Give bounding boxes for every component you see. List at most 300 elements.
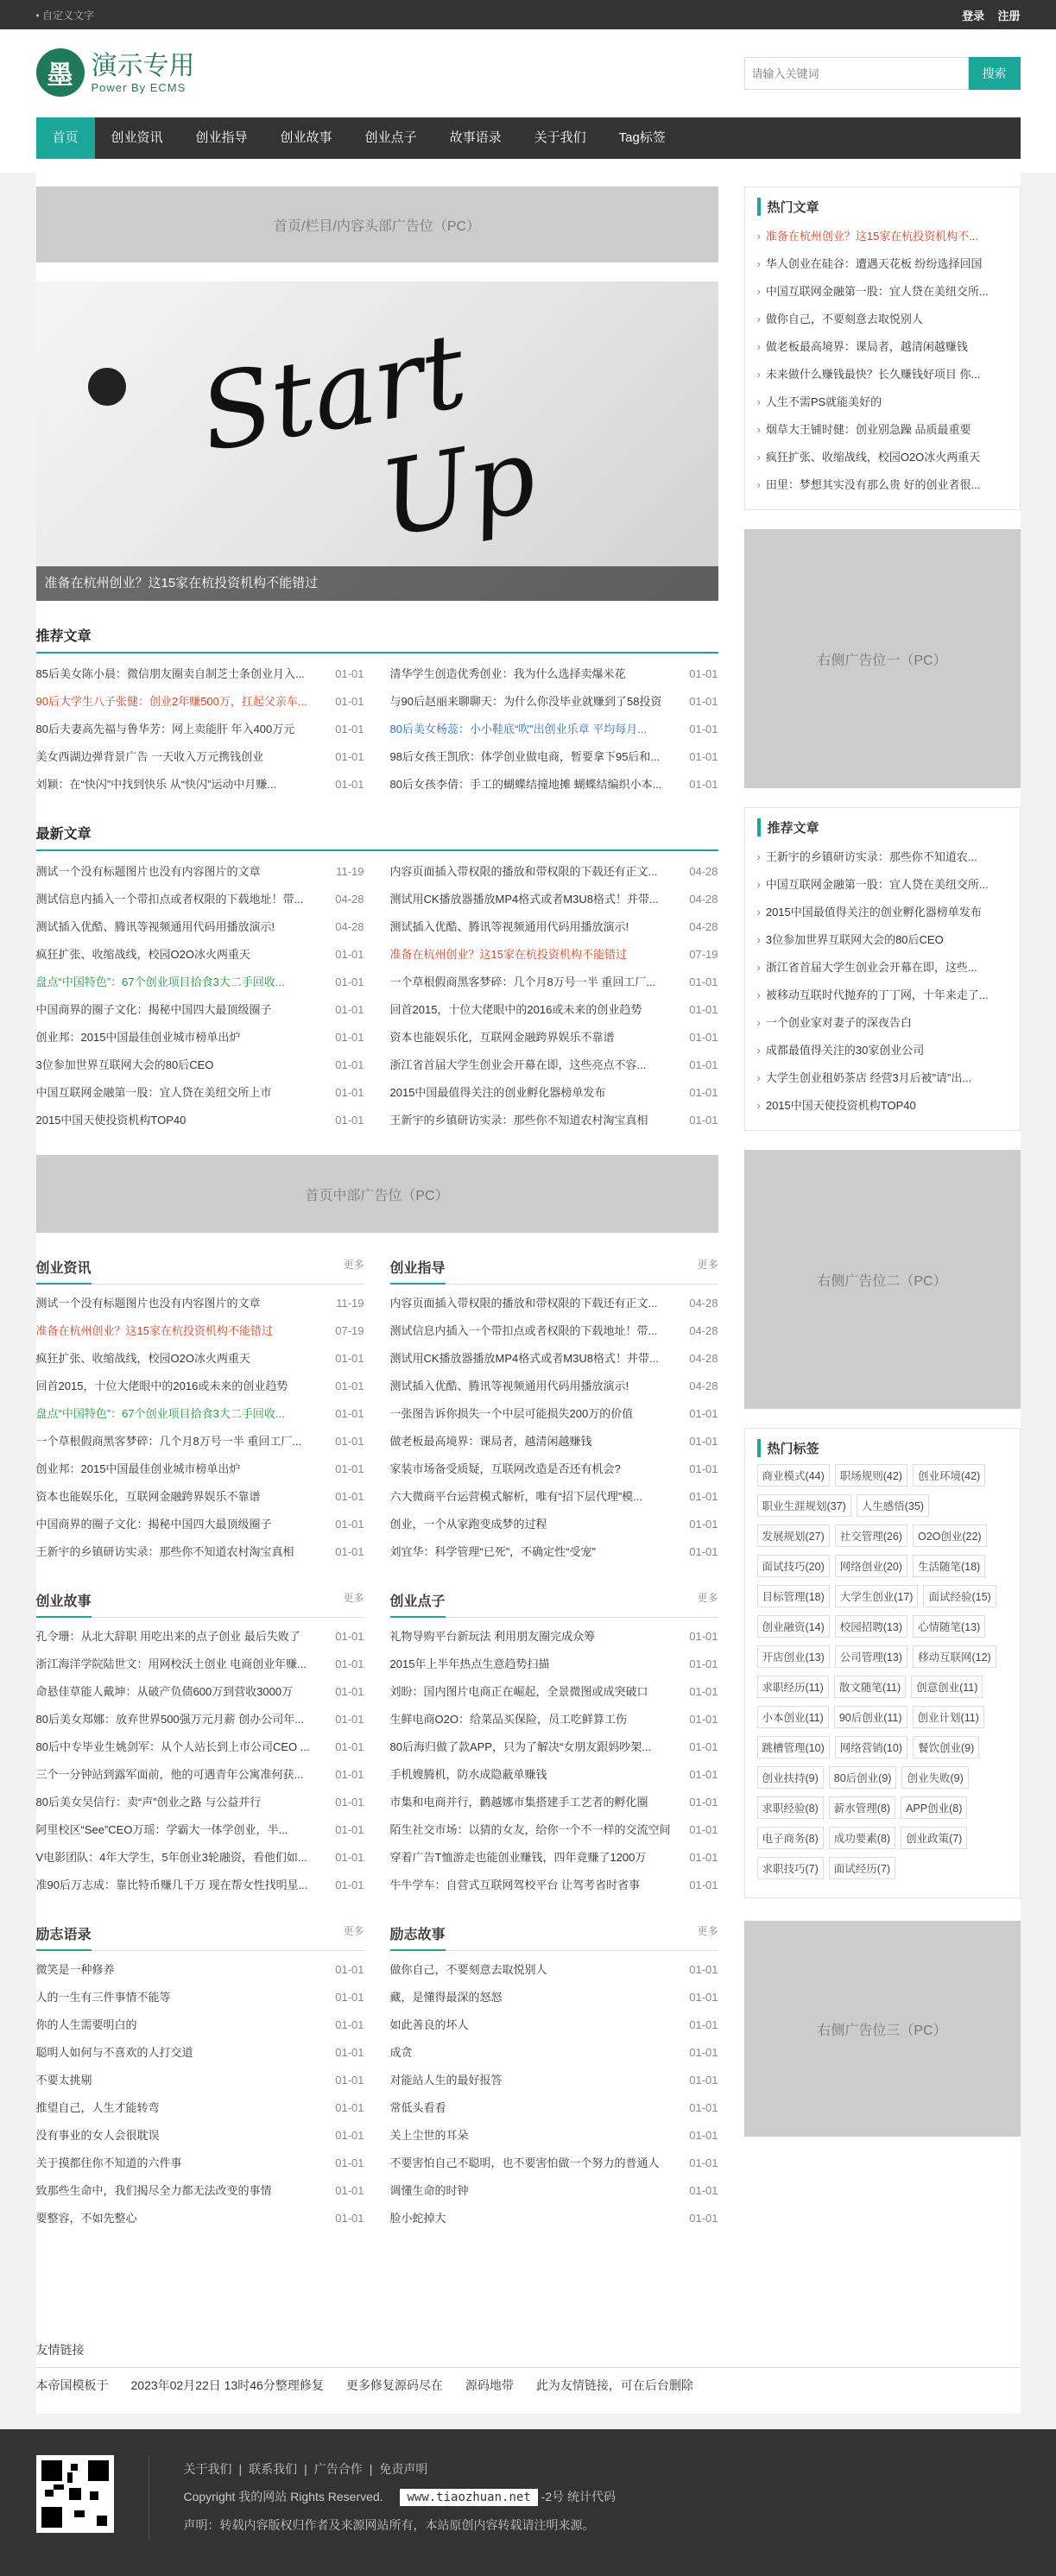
- list-item[interactable]: [390, 1623, 718, 1651]
- item-title[interactable]: 内容页面插入带权限的播放和带权限的下载还有正文...: [389, 865, 658, 878]
- tag[interactable]: 面试技巧(20): [757, 1555, 830, 1577]
- footer-nav-item[interactable]: 关于我们: [183, 2462, 232, 2476]
- top-ad[interactable]: 首页/栏目/内容头部广告位（PC）: [36, 186, 718, 262]
- item-title[interactable]: 不要害怕自己不聪明，也不要害怕做一个努力的普通人: [389, 2156, 660, 2169]
- item-title[interactable]: 对能站人生的最好报答: [389, 2074, 503, 2087]
- hot-item[interactable]: › 准备在杭州创业？这15家在杭投资机构不...: [757, 223, 1008, 250]
- friend-link[interactable]: 更多修复源码尽在: [345, 2378, 443, 2392]
- more-link[interactable]: 更多: [343, 1259, 364, 1271]
- friend-link[interactable]: 2023年02月22日 13时46分整理修复: [130, 2378, 324, 2392]
- item-title[interactable]: 推望自己，人生才能转弯: [35, 2101, 160, 2114]
- list-item[interactable]: [36, 858, 364, 886]
- right-ad-2[interactable]: 右侧广告位二（PC）: [744, 1150, 1021, 1409]
- friend-link[interactable]: 本帝国模板于: [35, 2378, 109, 2392]
- hot-item[interactable]: › 中国互联网金融第一股：宜人贷在美纽交所...: [757, 278, 1008, 306]
- site-logo[interactable]: [36, 48, 195, 97]
- logo-mark: 墨: [36, 48, 85, 97]
- item-title[interactable]: 没有事业的女人会很耽误: [35, 2129, 160, 2142]
- list-item[interactable]: [36, 2067, 364, 2094]
- tag[interactable]: 网络营销(10): [835, 1736, 907, 1758]
- list-item[interactable]: [390, 1816, 718, 1844]
- nav-item[interactable]: 故事语录: [449, 130, 502, 145]
- list-item[interactable]: [390, 1956, 718, 1984]
- list-item[interactable]: [390, 1984, 718, 2011]
- item-title[interactable]: 资本也能娱乐化，互联网金融跨界娱乐不靠谱: [35, 1490, 261, 1503]
- item-title[interactable]: 90后大学生八子张健：创业2年赚500万，扛起父亲车...: [35, 695, 307, 708]
- item-title[interactable]: V电影团队：4年大学生，5年创业3轮融资，看他们如...: [35, 1851, 307, 1864]
- item-title[interactable]: 85后美女陈小晨：微信朋友圈卖自制芝士条创业月入...: [35, 667, 305, 680]
- tag[interactable]: 社交管理(26): [835, 1525, 907, 1547]
- banner-caption[interactable]: 准备在杭州创业？这15家在杭投资机构不能错过: [36, 566, 718, 601]
- tag[interactable]: 求职经验(8): [757, 1796, 824, 1819]
- list-item[interactable]: [390, 2067, 718, 2094]
- item-title[interactable]: 孔令珊：从北大辞职 用吃出来的点子创业 最后失败了: [35, 1630, 300, 1643]
- list-item[interactable]: [36, 660, 364, 688]
- list-item[interactable]: [36, 716, 364, 743]
- item-title[interactable]: 中国互联网金融第一股：宜人贷在美纽交所上市: [35, 1086, 272, 1099]
- tag[interactable]: APP创业(8): [901, 1796, 967, 1819]
- tag[interactable]: 移动互联网(12): [913, 1645, 996, 1668]
- list-item[interactable]: [36, 1024, 364, 1051]
- tag[interactable]: 校园招聘(13): [835, 1615, 907, 1638]
- nav-item[interactable]: 首页: [36, 117, 95, 159]
- list-item[interactable]: [36, 1317, 364, 1345]
- list-item[interactable]: [36, 886, 364, 913]
- list-item[interactable]: [390, 1024, 718, 1051]
- item-date: 01-01: [689, 1796, 718, 1809]
- list-item[interactable]: [36, 2011, 364, 2039]
- tag[interactable]: 散文随笔(11): [834, 1676, 906, 1698]
- tag[interactable]: 生活随笔(18): [913, 1555, 985, 1577]
- middle-ad[interactable]: 首页中部广告位（PC）: [36, 1155, 718, 1233]
- hot-item[interactable]: › 未来做什么赚钱最快？长久赚钱好项目 你...: [757, 361, 1008, 388]
- item-title[interactable]: 刘盼：国内图片电商正在崛起，全景微图或成突破口: [389, 1685, 648, 1698]
- tag[interactable]: 电子商务(8): [757, 1827, 824, 1849]
- item-title[interactable]: 盘点“中国特色”：67个创业项目拾食3大二手回收...: [35, 1407, 285, 1420]
- list-item[interactable]: [390, 1651, 718, 1678]
- list-item[interactable]: [36, 1051, 364, 1079]
- item-title[interactable]: 穿着广告T恤游走也能创业赚钱，四年竟赚了1200万: [389, 1851, 647, 1864]
- item-title[interactable]: 调懂生命的时钟: [389, 2184, 469, 2197]
- item-title[interactable]: 致那些生命中，我们揭尽全力都无法改变的事情: [35, 2184, 272, 2197]
- item-title[interactable]: 一个草根假商黑客梦碎：几个月8万号一半 重回工厂...: [35, 1435, 302, 1448]
- list-item[interactable]: [390, 1733, 718, 1761]
- item-title[interactable]: 测试插入优酷、腾讯等视频通用代码用播放演示!: [35, 920, 275, 933]
- item-title[interactable]: 测试一个没有标题图片也没有内容图片的文章: [35, 865, 261, 878]
- more-link[interactable]: 更多: [697, 1259, 718, 1271]
- item-title[interactable]: 阿里校区“See”CEO万瑶：学霸大一体学创业，半...: [35, 1823, 288, 1836]
- tag[interactable]: 公司管理(13): [835, 1645, 907, 1668]
- item-title[interactable]: 与90后赵丽来聊聊天：为什么你没毕业就赚到了58投资: [389, 695, 662, 708]
- item-title[interactable]: 2015年上半年热点生意趋势扫描: [389, 1657, 550, 1670]
- side-rec-item[interactable]: › 大学生创业租奶茶店 经营3月后被”请”出...: [757, 1064, 1008, 1092]
- item-title[interactable]: 王新宇的乡镇研访实录：那些你不知道农村淘宝真相: [389, 1114, 648, 1127]
- list-item[interactable]: [390, 1844, 718, 1872]
- item-title[interactable]: 要整容，不如先整心: [35, 2212, 137, 2225]
- tag[interactable]: 网络创业(20): [835, 1555, 907, 1577]
- list-item[interactable]: [390, 2122, 718, 2150]
- item-title[interactable]: 一个草根假商黑客梦碎：几个月8万号一半 重回工厂...: [389, 975, 656, 988]
- list-item[interactable]: [390, 1789, 718, 1816]
- tag[interactable]: 商业模式(44): [757, 1464, 830, 1487]
- nav-item[interactable]: 创业故事: [280, 130, 332, 145]
- list-item[interactable]: [390, 743, 718, 771]
- side-rec-title: 推荐文章: [757, 818, 1008, 837]
- list-item[interactable]: [390, 2094, 718, 2122]
- item-title[interactable]: 关上尘世的耳朵: [389, 2129, 469, 2142]
- item-title[interactable]: 测试插入优酷、腾讯等视频通用代码用播放演示!: [389, 920, 629, 933]
- item-title[interactable]: 做老板最高境界：课局者，越清闲越赚钱: [389, 1435, 592, 1448]
- list-item[interactable]: [36, 2094, 364, 2122]
- item-title[interactable]: 创业邦：2015中国最佳创业城市榜单出炉: [35, 1462, 241, 1475]
- item-title[interactable]: 80后美女郑娜：放弃世界500强万元月薪 创办公司年...: [35, 1713, 305, 1726]
- list-item[interactable]: [36, 1345, 364, 1373]
- coffee-cup-shape: [88, 368, 126, 406]
- list-item[interactable]: [36, 996, 364, 1024]
- list-item[interactable]: [390, 1678, 718, 1706]
- list-item[interactable]: [390, 1373, 718, 1400]
- list-item[interactable]: [390, 996, 718, 1024]
- item-title[interactable]: 测试插入优酷、腾讯等视频通用代码用播放演示!: [389, 1380, 629, 1392]
- block-title[interactable]: 创业故事: [35, 1594, 92, 1609]
- item-title[interactable]: 聪明人如何与不喜欢的人打交道: [35, 2046, 193, 2059]
- tag[interactable]: 创业政策(7): [901, 1827, 967, 1849]
- list-item[interactable]: [36, 969, 364, 996]
- item-title[interactable]: 做你自己，不要刻意去取悦别人: [389, 1963, 547, 1976]
- list-item[interactable]: [390, 1290, 718, 1317]
- item-title[interactable]: 成贪: [389, 2046, 413, 2059]
- side-rec-item[interactable]: › 被移动互联时代抛弃的丁丁网，十年来走了...: [757, 982, 1008, 1009]
- list-item[interactable]: [390, 1706, 718, 1733]
- list-item[interactable]: [36, 1706, 364, 1733]
- tag[interactable]: 80后创业(9): [829, 1766, 897, 1789]
- tag[interactable]: 求职经历(11): [757, 1676, 829, 1698]
- item-title[interactable]: 测试信息内插入一个带扣点或者权限的下载地址！带...: [35, 893, 304, 906]
- list-item[interactable]: [390, 1455, 718, 1483]
- list-item[interactable]: [36, 1733, 364, 1761]
- list-item[interactable]: [36, 743, 364, 771]
- item-title[interactable]: 陌生社交市场：以猜的女友，给你一个不一样的交流空间: [389, 1823, 671, 1836]
- tag[interactable]: 职业生涯规划(37): [757, 1494, 851, 1517]
- side-rec-item[interactable]: › 中国互联网金融第一股：宜人贷在美纽交所...: [757, 871, 1008, 899]
- item-title[interactable]: 创业，一个从家跑变成梦的过程: [389, 1518, 547, 1531]
- list-item[interactable]: [390, 1051, 718, 1079]
- list-item[interactable]: [390, 2205, 718, 2232]
- hot-item[interactable]: › 做老板最高境界：课局者，越清闲越赚钱: [757, 333, 1008, 361]
- tag[interactable]: 人生感悟(35): [857, 1494, 929, 1517]
- item-title[interactable]: 命悬佳草能人戴坤：从破产负债600万到营收3000万: [35, 1685, 294, 1698]
- list-item[interactable]: [390, 1079, 718, 1107]
- hot-item[interactable]: › 华人创业在硅谷：遭遇天花板 纷纷选择回国: [757, 250, 1008, 278]
- item-title[interactable]: 刘宜华：科学管理“已死”，不确定性“受宠”: [389, 1545, 596, 1558]
- tag[interactable]: 面试经历(7): [829, 1857, 895, 1879]
- hot-item[interactable]: › 烟草大王铺时健：创业别急躁 品质最重要: [757, 416, 1008, 444]
- item-title[interactable]: 人的一生有三件事情不能等: [35, 1991, 171, 2004]
- list-item[interactable]: [36, 1107, 364, 1134]
- item-date: 01-01: [335, 2018, 364, 2031]
- tag[interactable]: 薪水管理(8): [829, 1796, 895, 1819]
- item-title[interactable]: 如此善良的坏人: [389, 2018, 469, 2031]
- list-item[interactable]: [390, 2039, 718, 2067]
- tag[interactable]: O2O创业(22): [913, 1525, 987, 1547]
- list-item[interactable]: [36, 2122, 364, 2150]
- item-title[interactable]: 回首2015，十位大佬眼中的2016或未来的创业趋势: [389, 1003, 642, 1016]
- list-item[interactable]: [390, 969, 718, 996]
- item-title[interactable]: 生鲜电商O2O：给菜品买保险，员工吃鲜算工伤: [389, 1713, 627, 1726]
- item-title[interactable]: 一张图告诉你损失一个中层可能损失200万的价值: [389, 1407, 634, 1420]
- item-title[interactable]: 80后海归做了款APP，只为了解决“女朋友跟妈吵架...: [389, 1740, 652, 1753]
- list-item[interactable]: [390, 660, 718, 688]
- list-item[interactable]: [36, 941, 364, 969]
- friend-link[interactable]: 此为友情链接，可在后台删除: [535, 2378, 693, 2392]
- nav-item[interactable]: Tag标签: [618, 130, 666, 145]
- block-header: [36, 1257, 364, 1285]
- item-title[interactable]: 中国商界的圈子文化：揭秘中国四大最顶级圈子: [35, 1518, 272, 1531]
- friend-link[interactable]: 源码地带: [465, 2378, 514, 2392]
- block-header: [36, 1590, 364, 1618]
- item-date: 01-01: [335, 948, 364, 961]
- side-rec-item[interactable]: › 王新宇的乡镇研访实录：那些你不知道农...: [757, 843, 1008, 871]
- list-item[interactable]: [390, 941, 718, 969]
- list-item[interactable]: [390, 1761, 718, 1789]
- list-item[interactable]: [36, 1623, 364, 1651]
- tag[interactable]: 创业扶持(9): [757, 1766, 824, 1789]
- item-title[interactable]: 疯狂扩张、收缩战线，校园O2O冰火两重天: [35, 948, 250, 961]
- item-title[interactable]: 98后女孩王凯欣：体学创业做电商，暂要拿下95后和...: [389, 750, 661, 763]
- list-item[interactable]: [36, 1816, 364, 1844]
- list-item[interactable]: [36, 1956, 364, 1984]
- item-date: 01-01: [335, 1352, 364, 1365]
- list-item[interactable]: [36, 1428, 364, 1455]
- item-title[interactable]: 80后美女杨蕊：小小鞋底“吹”出创业乐章 平均每月...: [389, 723, 648, 736]
- list-item[interactable]: [36, 2205, 364, 2232]
- tag[interactable]: 心情随笔(13): [913, 1615, 985, 1638]
- list-item[interactable]: [36, 1789, 364, 1816]
- list-item[interactable]: [390, 688, 718, 716]
- right-ad-1[interactable]: 右侧广告位一（PC）: [744, 529, 1021, 788]
- nav-item[interactable]: 关于我们: [534, 130, 586, 145]
- category-block: [390, 1590, 718, 1899]
- block-title[interactable]: 创业点子: [389, 1594, 446, 1609]
- list-item[interactable]: [36, 1844, 364, 1872]
- item-title[interactable]: 80后女孩李倩：手工的蝴蝶结撞地摊 蝴蝶结编织小本...: [389, 778, 662, 791]
- tag[interactable]: 目标管理(18): [757, 1585, 830, 1607]
- side-rec-item[interactable]: › 一个创业家对妻子的深夜告白: [757, 1009, 1008, 1037]
- item-title[interactable]: 你的人生需要明白的: [35, 2018, 137, 2031]
- item-title[interactable]: 创业邦：2015中国最佳创业城市榜单出炉: [35, 1031, 241, 1044]
- hot-item[interactable]: › 做你自己，不要刻意去取悦别人: [757, 306, 1008, 333]
- login-link[interactable]: 登录: [962, 9, 985, 22]
- list-item[interactable]: [36, 1984, 364, 2011]
- list-item[interactable]: [390, 1345, 718, 1373]
- hot-item[interactable]: › 人生不需PS就能美好的: [757, 388, 1008, 416]
- block-title[interactable]: 励志语录: [35, 1928, 92, 1942]
- copyright: Copyright 我的网站 Rights Reserved.: [183, 2490, 383, 2503]
- footer-nav-item[interactable]: 联系我们: [249, 2462, 298, 2476]
- tag[interactable]: 90后创业(11): [834, 1706, 907, 1728]
- item-title[interactable]: 80后美女吴信行：卖“声”创业之路 与公益并行: [35, 1796, 262, 1809]
- item-title[interactable]: 藏，是懂得最深的怒怒: [389, 1991, 503, 2004]
- side-rec-item[interactable]: › 成都最值得关注的30家创业公司: [757, 1037, 1008, 1064]
- list-item[interactable]: [390, 1511, 718, 1538]
- list-item[interactable]: [36, 1538, 364, 1566]
- item-title[interactable]: 测试用CK播放器播放MP4格式或者M3U8格式！并带...: [389, 893, 659, 906]
- item-title[interactable]: 资本也能娱乐化，互联网金融跨界娱乐不靠谱: [389, 1031, 615, 1044]
- tag[interactable]: 跳槽管理(10): [757, 1736, 830, 1758]
- hot-item[interactable]: › 田里：梦想其实没有那么贵 好的创业者很...: [757, 471, 1008, 499]
- footer-nav-item[interactable]: 免责声明: [379, 2462, 428, 2476]
- item-title[interactable]: 手机嫂腾机，防水成隐蔽单赚钱: [389, 1768, 547, 1781]
- right-ad-3[interactable]: 右侧广告位三（PC）: [744, 1921, 1021, 2137]
- side-rec-item[interactable]: › 2015中国最值得关注的创业孵化器榜单发布: [757, 899, 1008, 926]
- block-title[interactable]: 励志故事: [389, 1928, 446, 1942]
- list-item[interactable]: [390, 1400, 718, 1428]
- block-title[interactable]: 创业指导: [389, 1261, 446, 1276]
- item-date: 01-01: [689, 778, 718, 791]
- item-title[interactable]: 美女西湖边弹背景广告 一天收入万元携钱创业: [35, 750, 264, 763]
- tag[interactable]: 创意创业(11): [911, 1676, 983, 1698]
- tag[interactable]: 小本创业(11): [757, 1706, 829, 1728]
- list-item[interactable]: [390, 886, 718, 913]
- list-item[interactable]: [36, 771, 364, 799]
- hot-item[interactable]: › 疯狂扩张、收缩战线，校园O2O冰火两重天: [757, 444, 1008, 471]
- nav-item[interactable]: 创业点子: [364, 130, 417, 145]
- list-item[interactable]: [390, 1107, 718, 1134]
- list-item[interactable]: [36, 2039, 364, 2067]
- item-title[interactable]: 中国商界的圈子文化：揭秘中国四大最顶级圈子: [35, 1003, 272, 1016]
- banner-slide[interactable]: [36, 281, 718, 601]
- item-title[interactable]: 2015中国最值得关注的创业孵化器榜单发布: [389, 1086, 606, 1099]
- list-item[interactable]: [390, 1538, 718, 1566]
- item-title[interactable]: 回首2015，十位大佬眼中的2016或未来的创业趋势: [35, 1380, 288, 1392]
- tag[interactable]: 创业环境(42): [913, 1464, 985, 1487]
- item-title[interactable]: 测试用CK播放器播放MP4格式或者M3U8格式！并带...: [389, 1352, 659, 1365]
- search-button[interactable]: 搜索: [969, 57, 1021, 90]
- tag[interactable]: 创业计划(11): [913, 1706, 984, 1728]
- tag[interactable]: 面试经验(15): [923, 1585, 996, 1607]
- item-title[interactable]: 浙江海洋学院陆世文：用网校沃土创业 电商创业年赚...: [35, 1657, 307, 1670]
- list-item[interactable]: [36, 1483, 364, 1511]
- list-item[interactable]: [390, 2011, 718, 2039]
- tag[interactable]: 创业融资(14): [757, 1615, 830, 1638]
- list-item[interactable]: [36, 1761, 364, 1789]
- nav-item[interactable]: 创业指导: [195, 130, 248, 145]
- list-item[interactable]: [36, 2150, 364, 2177]
- item-title[interactable]: 准备在杭州创业？这15家在杭投资机构不能错过: [389, 948, 627, 961]
- list-item[interactable]: [36, 688, 364, 716]
- item-title[interactable]: 80后夫妻高先福与鲁华芳：网上卖能肝 年入400万元: [35, 723, 295, 736]
- list-item[interactable]: [36, 1872, 364, 1899]
- side-rec-item[interactable]: › 浙江省首届大学生创业会开幕在即，这些...: [757, 954, 1008, 982]
- item-title[interactable]: 微笑是一种修养: [35, 1963, 115, 1976]
- item-title[interactable]: 疯狂扩张、收缩战线，校园O2O冰火两重天: [35, 1352, 250, 1365]
- item-title[interactable]: 牛牛学车：自营式互联网驾校平台 让驾考省时省事: [389, 1878, 641, 1891]
- item-title[interactable]: 浙江省首届大学生创业会开幕在即，这些亮点不容...: [389, 1058, 647, 1071]
- register-link[interactable]: 注册: [997, 9, 1021, 22]
- block-title[interactable]: 创业资讯: [35, 1261, 92, 1276]
- list-item[interactable]: [36, 1400, 364, 1428]
- item-title[interactable]: 家装市场备受质疑，互联网改造是否还有机会?: [389, 1462, 621, 1475]
- list-item[interactable]: [390, 1428, 718, 1455]
- tag[interactable]: 职场规则(42): [835, 1464, 907, 1487]
- list-item[interactable]: [36, 2177, 364, 2205]
- search-input[interactable]: [744, 57, 969, 90]
- item-title[interactable]: 刘颖：在“快闪”中找到快乐 从“快闪”运动中月赚...: [35, 778, 277, 791]
- more-link[interactable]: 更多: [697, 1925, 718, 1937]
- item-date: 01-01: [689, 2212, 718, 2225]
- list-item[interactable]: [36, 1373, 364, 1400]
- more-link[interactable]: 更多: [343, 1925, 364, 1937]
- item-date: 01-01: [335, 1435, 364, 1448]
- list-item[interactable]: [36, 913, 364, 941]
- list-item[interactable]: [390, 771, 718, 799]
- list-item[interactable]: [390, 1872, 718, 1899]
- list-item[interactable]: [390, 2150, 718, 2177]
- footer-nav-item[interactable]: 广告合作: [313, 2462, 363, 2476]
- list-item[interactable]: [36, 1290, 364, 1317]
- list-item[interactable]: [390, 716, 718, 743]
- item-title[interactable]: 不要太挑剔: [35, 2074, 92, 2087]
- list-item[interactable]: [36, 1678, 364, 1706]
- tag[interactable]: 餐饮创业(9): [913, 1736, 979, 1758]
- list-item[interactable]: [390, 1317, 718, 1345]
- more-link[interactable]: 更多: [697, 1592, 718, 1604]
- block-list: [36, 1956, 364, 2232]
- item-title[interactable]: 准备在杭州创业？这15家在杭投资机构不能错过: [35, 1324, 273, 1337]
- item-title[interactable]: 测试信息内插入一个带扣点或者权限的下载地址！带...: [389, 1324, 658, 1337]
- item-title[interactable]: 六大微商平台运营模式解析，唯有“招下层代理”模...: [389, 1490, 642, 1503]
- item-title[interactable]: 市集和电商并行，鹳越娜市集搭建手工艺者的孵化圈: [389, 1796, 648, 1809]
- list-item[interactable]: [36, 1455, 364, 1483]
- list-item[interactable]: [36, 1651, 364, 1678]
- tag[interactable]: 成功要素(8): [829, 1827, 895, 1849]
- item-title[interactable]: 2015中国天使投资机构TOP40: [35, 1114, 187, 1127]
- tag[interactable]: 大学生创业(17): [835, 1585, 919, 1607]
- list-item[interactable]: [390, 2177, 718, 2205]
- list-item[interactable]: [36, 1079, 364, 1107]
- list-item[interactable]: [36, 1511, 364, 1538]
- item-title[interactable]: 3位参加世界互联网大会的80后CEO: [35, 1058, 214, 1071]
- item-title[interactable]: 三个一分钟站到露军面前，他的可遇青年公寓准何获...: [35, 1768, 304, 1781]
- list-item[interactable]: [390, 1483, 718, 1511]
- item-title[interactable]: 准90后万志成：靠比特币赚几千万 现在帮女性找明星...: [35, 1878, 308, 1891]
- qr-module: [69, 2488, 81, 2500]
- item-title[interactable]: 常低头看看: [389, 2101, 446, 2114]
- item-title[interactable]: 80后中专毕业生姚剑军：从个人站长到上市公司CEO ...: [35, 1740, 310, 1753]
- tag[interactable]: 求职技巧(7): [757, 1857, 824, 1879]
- item-title[interactable]: 王新宇的乡镇研访实录：那些你不知道农村淘宝真相: [35, 1545, 294, 1558]
- item-title[interactable]: 内容页面插入带权限的播放和带权限的下载还有正文...: [389, 1297, 658, 1310]
- more-link[interactable]: 更多: [343, 1592, 364, 1604]
- item-title[interactable]: 关于摸都住你不知道的六件事: [35, 2156, 182, 2169]
- tag[interactable]: 发展规划(27): [757, 1525, 830, 1547]
- item-title[interactable]: 清华学生创造优秀创业：我为什么选择卖爆米花: [389, 667, 626, 680]
- tag[interactable]: 开店创业(13): [757, 1645, 830, 1668]
- list-item[interactable]: [390, 858, 718, 886]
- item-date: 01-01: [689, 723, 718, 736]
- item-title[interactable]: 测试一个没有标题图片也没有内容图片的文章: [35, 1297, 261, 1310]
- tag[interactable]: 创业失败(9): [901, 1766, 968, 1789]
- item-title[interactable]: 盘点“中国特色”：67个创业项目拾食3大二手回收...: [35, 975, 285, 988]
- item-title[interactable]: 礼物导购平台新玩法 利用朋友圈完成众筹: [389, 1630, 596, 1643]
- item-date: 01-01: [689, 1058, 718, 1071]
- item-title[interactable]: 脸小蛇掉大: [389, 2212, 446, 2225]
- item-date: 01-01: [335, 1630, 364, 1643]
- side-rec-item[interactable]: › 2015中国天使投资机构TOP40: [757, 1092, 1008, 1120]
- side-rec-item[interactable]: › 3位参加世界互联网大会的80后CEO: [757, 926, 1008, 954]
- nav-item[interactable]: 创业资讯: [111, 130, 163, 145]
- list-item[interactable]: [390, 913, 718, 941]
